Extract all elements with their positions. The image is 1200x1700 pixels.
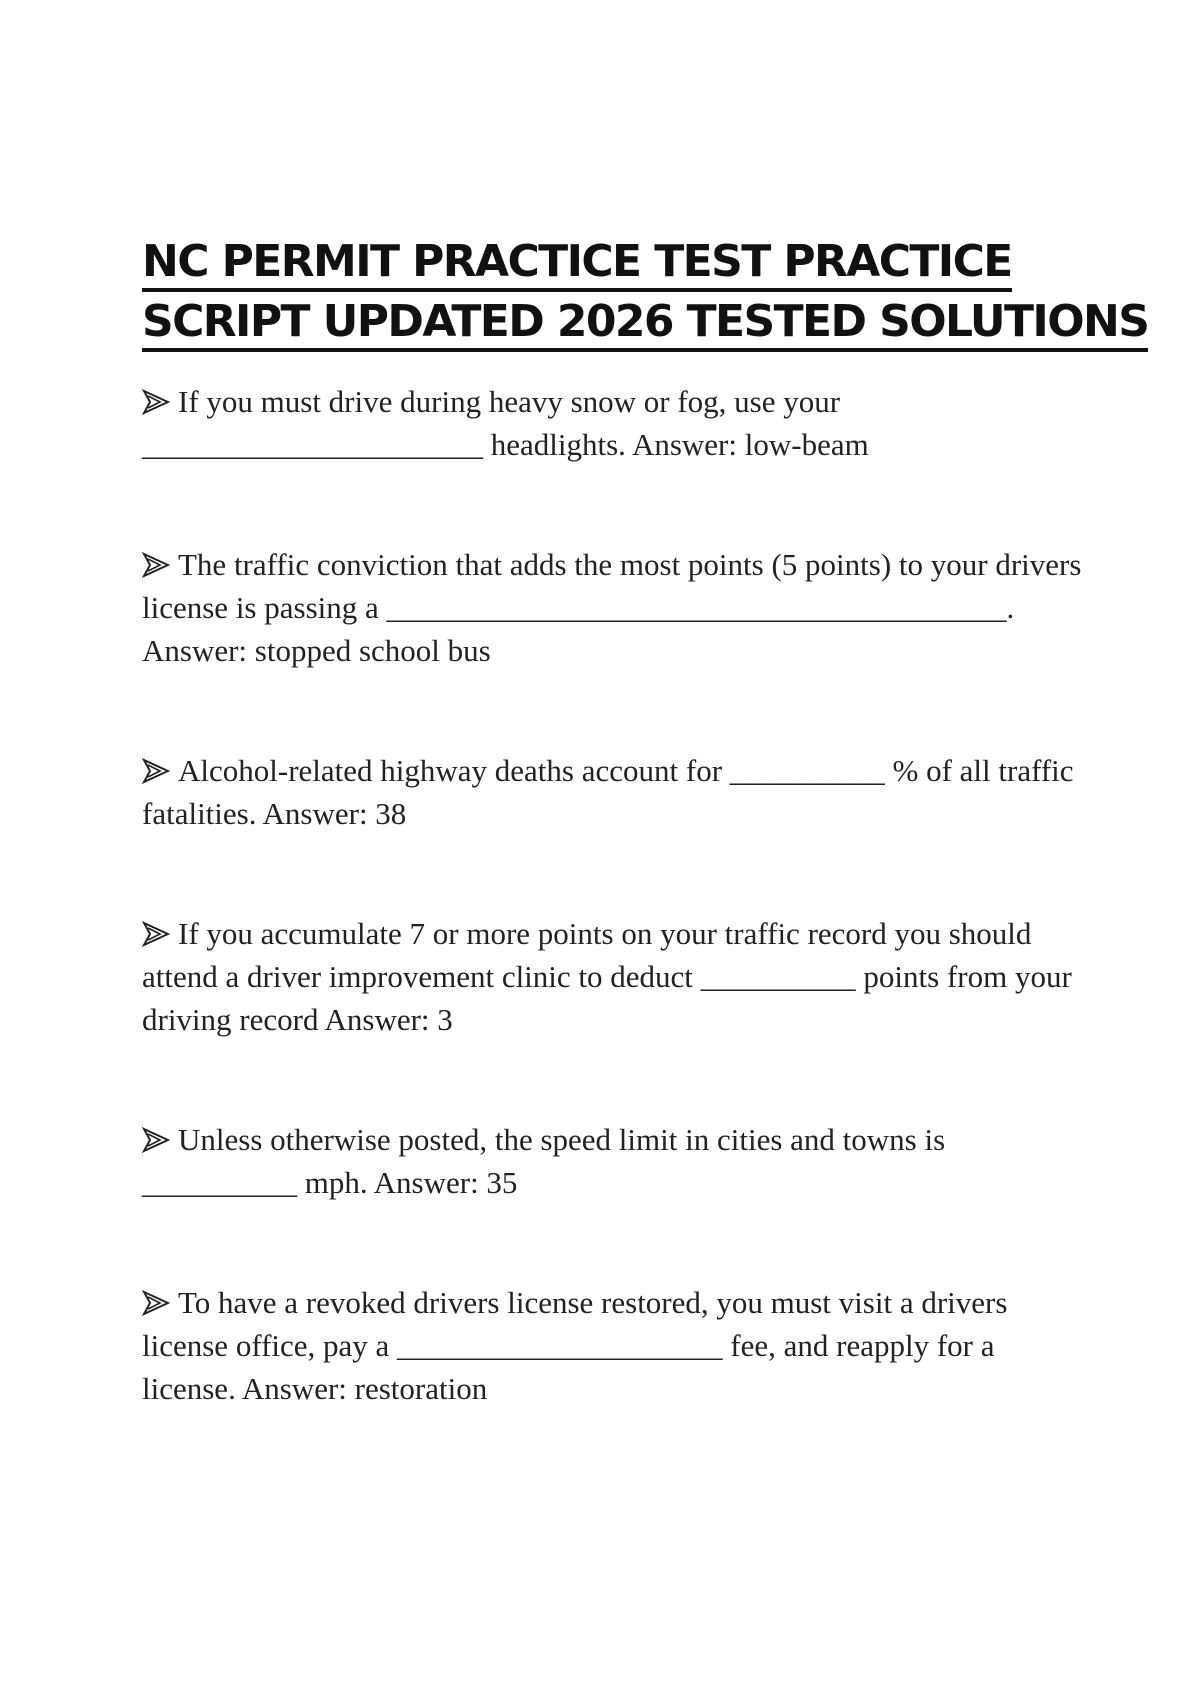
question-text: Unless otherwise posted, the speed limit in cities and towns is __________ mph. Answer: 35 <box>142 1122 946 1200</box>
title-line-2: SCRIPT UPDATED 2026 TESTED SOLUTIONS <box>142 295 1148 352</box>
question-list <box>142 380 1082 1410</box>
document-title <box>142 232 1149 352</box>
question-text: The traffic conviction that adds the most points (5 points) to your drivers license is passing a ________________________________________. Answer: stopped school bus <box>142 547 1082 668</box>
arrow-bullet-icon <box>142 1289 170 1317</box>
question-item <box>142 1118 1082 1204</box>
question-item <box>142 380 1082 466</box>
document-page <box>142 232 1149 1487</box>
arrow-bullet-icon <box>142 388 170 416</box>
arrow-bullet-icon <box>142 1126 170 1154</box>
question-item <box>142 1281 1082 1410</box>
question-item <box>142 749 1082 835</box>
question-text: If you must drive during heavy snow or fog, use your ______________________ headlights. Answer: low-beam <box>142 384 869 462</box>
question-text: Alcohol-related highway deaths account for __________ % of all traffic fatalities. Answer: 38 <box>142 753 1074 831</box>
title-line-1: NC PERMIT PRACTICE TEST PRACTICE <box>142 235 1012 292</box>
question-text: To have a revoked drivers license restored, you must visit a drivers license office, pay a _____________________ fee, and reapply for a license. Answer: restoration <box>142 1285 1008 1406</box>
question-item <box>142 543 1082 672</box>
question-item <box>142 912 1082 1041</box>
arrow-bullet-icon <box>142 920 170 948</box>
arrow-bullet-icon <box>142 757 170 785</box>
arrow-bullet-icon <box>142 551 170 579</box>
question-text: If you accumulate 7 or more points on your traffic record you should attend a driver improvement clinic to deduct __________ points from your driving record Answer: 3 <box>142 916 1072 1037</box>
